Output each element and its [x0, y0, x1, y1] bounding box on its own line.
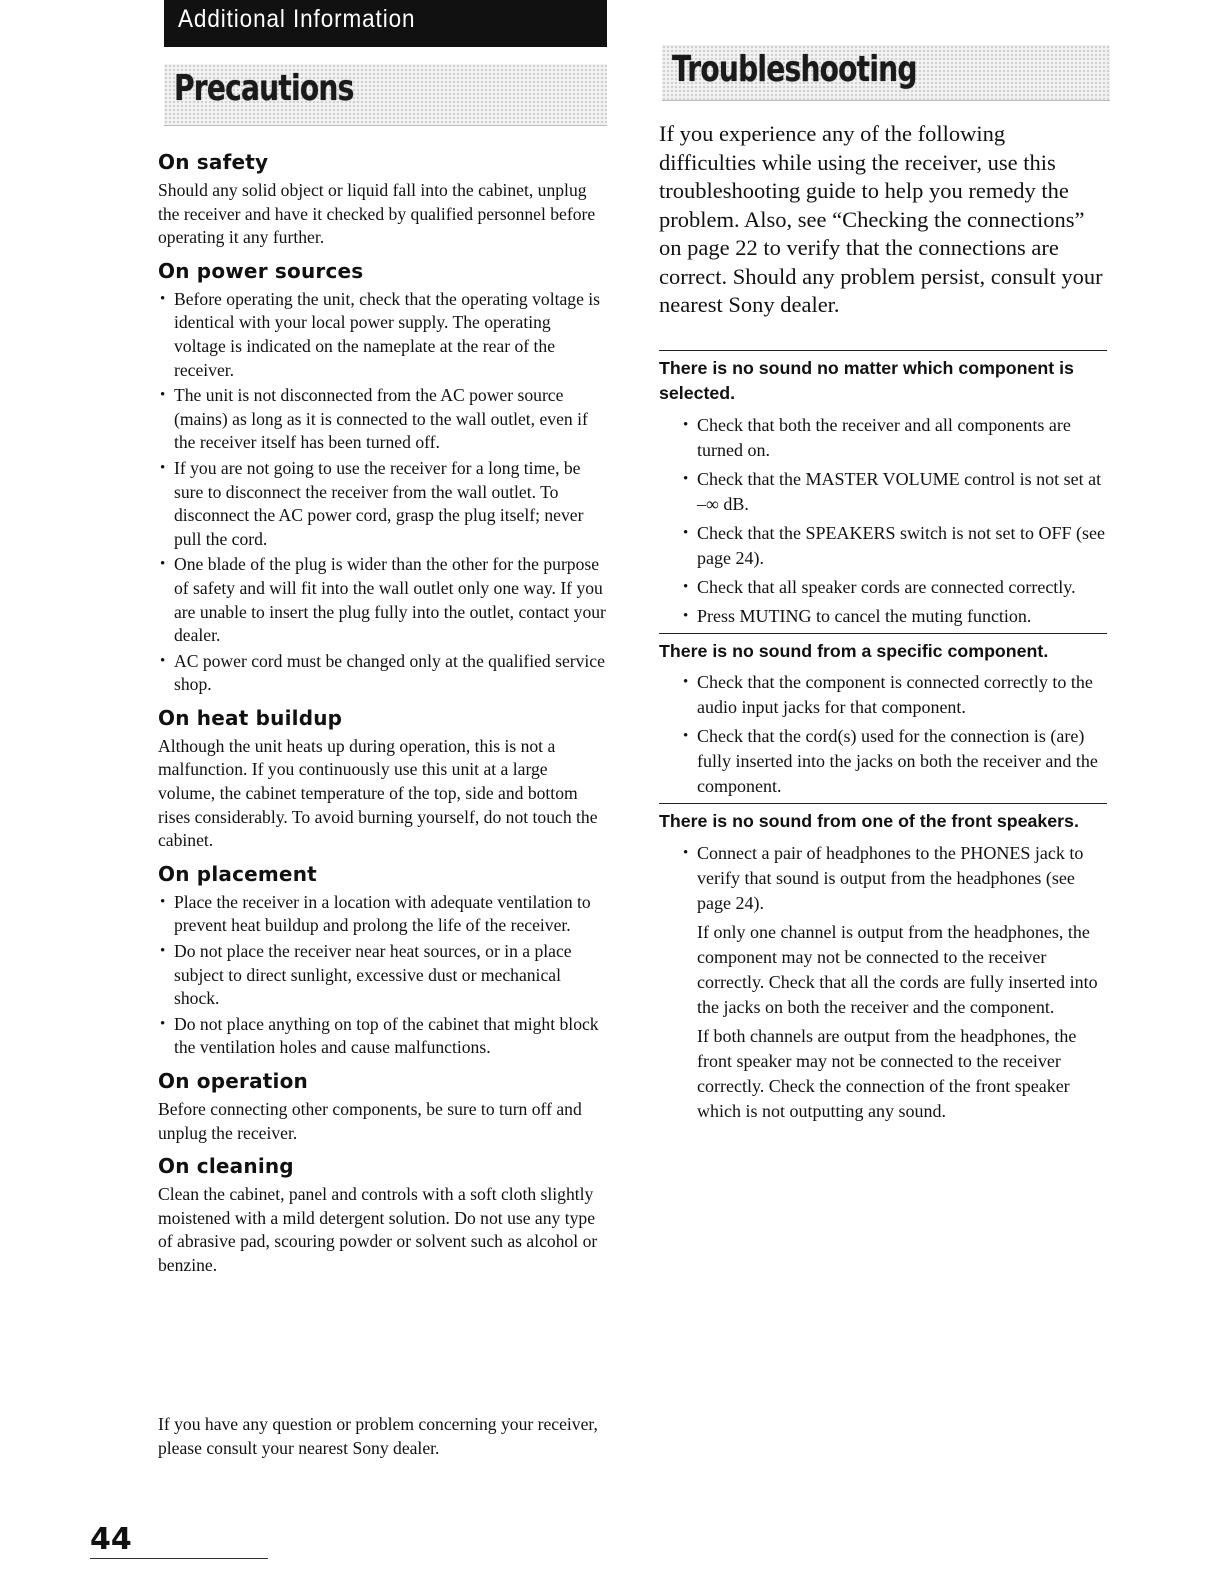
operation-section	[158, 1069, 606, 1145]
list-item: • The unit is not disconnected from the AC power source (mains) as long as it is connected to the wall outlet, even if the receiver itself has been turned off.	[158, 384, 606, 455]
banner-divider	[164, 125, 607, 126]
list-item: • Connect a pair of headphones to the PHONES jack to verify that sound is output from the headphones (see page 24).	[681, 841, 1107, 916]
problem-block	[659, 633, 1107, 800]
section-header-bar	[164, 0, 607, 47]
problem-heading: There is no sound from one of the front speakers.	[659, 811, 1079, 831]
precautions-column	[158, 150, 606, 1287]
section-heading: On cleaning	[158, 1154, 294, 1179]
bullet-list	[158, 891, 606, 1060]
cleaning-section	[158, 1154, 606, 1277]
section-header-label: Additional Information	[178, 5, 416, 33]
problem-block	[659, 350, 1107, 629]
list-item: • Press MUTING to cancel the muting function.	[681, 604, 1107, 629]
section-heading: On power sources	[158, 258, 364, 283]
bullet-list	[158, 288, 606, 697]
bullet-list	[659, 841, 1107, 916]
list-item: • Do not place anything on top of the cabinet that might block the ventilation holes and cause malfunctions.	[158, 1013, 606, 1060]
bullet-list	[659, 413, 1107, 629]
problem-block	[659, 803, 1107, 1124]
troubleshooting-intro: If you experience any of the following difficulties while using the receiver, use this troubleshooting guide to help you remedy the problem. Also, see “Checking the connections” on page 22 to verify that the connections are correct. Should any problem persist, consult your nearest Sony dealer.	[659, 121, 1103, 317]
troubleshooting-title: Troubleshooting	[672, 49, 917, 90]
list-item: • Do not place the receiver near heat sources, or in a place subject to direct sunlight, excessive dust or mechanical shock.	[158, 940, 606, 1011]
section-heading: On heat buildup	[158, 705, 343, 730]
section-text: Although the unit heats up during operation, this is not a malfunction. If you continuously use this unit at a large volume, the cabinet temperature of the top, side and bottom rises considerably. To avoid burning yourself, do not touch the cabinet.	[158, 735, 598, 851]
troubleshooting-column	[659, 120, 1107, 1128]
heat-buildup-section	[158, 706, 606, 853]
list-item: • Place the receiver in a location with adequate ventilation to prevent heat buildup and prolong the life of the receiver.	[158, 891, 606, 938]
list-item: • AC power cord must be changed only at the qualified service shop.	[158, 650, 606, 697]
banner-divider	[662, 100, 1110, 101]
page-number: 44	[90, 1522, 132, 1557]
list-item: • Before operating the unit, check that the operating voltage is identical with your local power supply. The operating voltage is indicated on the nameplate at the rear of the receiver.	[158, 288, 606, 382]
problem-heading: There is no sound no matter which component is selected.	[659, 357, 1074, 403]
problem-note: If both channels are output from the headphones, the front speaker may not be connected to the receiver correctly. Check the connection of the front speaker which is not outputting any sound.	[697, 1025, 1077, 1121]
precautions-banner	[164, 64, 607, 126]
closing-note: If you have any question or problem concerning your receiver, please consult your nearest Sony dealer.	[158, 1413, 598, 1458]
list-item: • If you are not going to use the receiver for a long time, be sure to disconnect the receiver from the wall outlet. To disconnect the AC power cord, grasp the plug itself; never pull the cord.	[158, 457, 606, 551]
power-sources-section	[158, 259, 606, 697]
list-item: • Check that all speaker cords are connected correctly.	[681, 575, 1107, 600]
placement-section	[158, 862, 606, 1060]
safety-section	[158, 150, 606, 250]
list-item: • One blade of the plug is wider than the other for the purpose of safety and will fit into the wall outlet only one way. If you are unable to insert the plug fully into the outlet, contact your dealer.	[158, 553, 606, 647]
section-text: Clean the cabinet, panel and controls with a soft cloth slightly moistened with a mild detergent solution. Do not use any type of abrasive pad, scouring powder or solvent such as alcohol or benzine.	[158, 1184, 598, 1275]
section-text: Should any solid object or liquid fall into the cabinet, unplug the receiver and have it checked by qualified personnel before operating it any further.	[158, 180, 596, 248]
list-item: • Check that the MASTER VOLUME control is not set at –∞ dB.	[681, 467, 1107, 517]
section-heading: On placement	[158, 861, 317, 886]
list-item: • Check that the cord(s) used for the connection is (are) fully inserted into the jacks on both the receiver and the component.	[681, 724, 1107, 799]
list-item: • Check that the SPEAKERS switch is not set to OFF (see page 24).	[681, 521, 1107, 571]
precautions-title: Precautions	[174, 68, 354, 109]
footer-rule	[90, 1558, 268, 1559]
troubleshooting-banner	[662, 45, 1110, 101]
section-text: Before connecting other components, be sure to turn off and unplug the receiver.	[158, 1099, 582, 1143]
bullet-list	[659, 670, 1107, 799]
list-item: • Check that both the receiver and all components are turned on.	[681, 413, 1107, 463]
section-heading: On operation	[158, 1069, 308, 1093]
problem-note: If only one channel is output from the headphones, the component may not be connected to the receiver correctly. Check that all the cords are fully inserted into the jacks on both the receiver and the component.	[697, 921, 1098, 1017]
section-heading: On safety	[158, 150, 269, 174]
problem-heading: There is no sound from a specific component.	[659, 640, 1049, 661]
list-item: • Check that the component is connected correctly to the audio input jacks for that component.	[681, 670, 1107, 720]
